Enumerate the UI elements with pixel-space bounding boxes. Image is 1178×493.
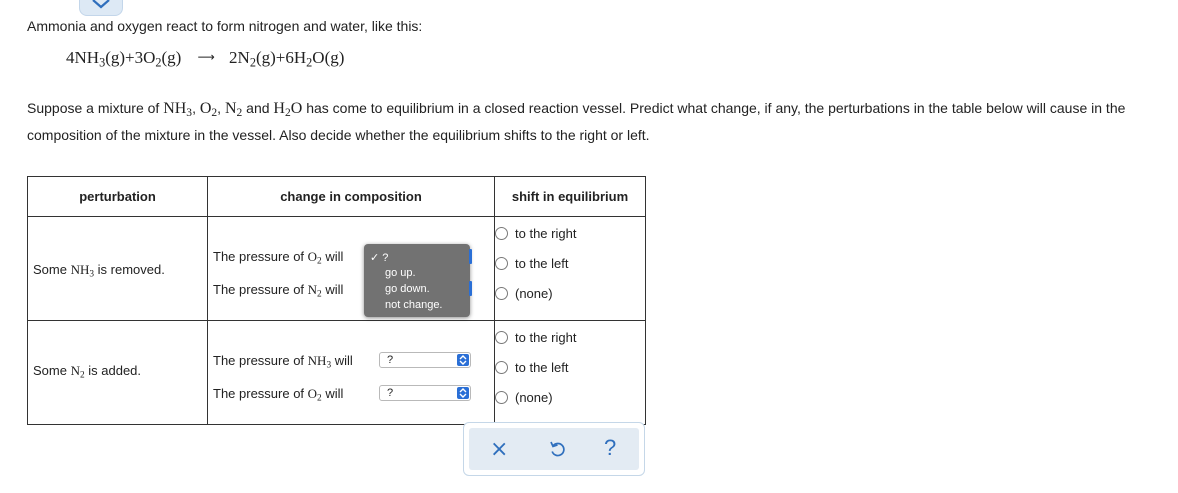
dropdown-option-selected[interactable]: ✓ ?	[370, 252, 389, 264]
pressure-dropdown-menu[interactable]	[364, 244, 470, 317]
toolbar-background	[469, 428, 639, 470]
collapse-chevron-button[interactable]	[79, 0, 123, 16]
table-row	[28, 217, 646, 321]
perturbation-label: Some $NH_3$ is removed.	[33, 262, 165, 280]
shift-cell	[495, 217, 646, 321]
change-label: The pressure of $O_2$ will	[213, 386, 344, 404]
header-shift-in-equilibrium: shift in equilibrium	[495, 177, 646, 217]
radio-none[interactable]: (none)	[525, 286, 553, 301]
header-perturbation: perturbation	[28, 177, 208, 217]
perturbation-table	[27, 176, 646, 425]
select-edge	[469, 281, 472, 296]
radio-to-the-left[interactable]: to the left	[525, 256, 568, 271]
reaction-equation: $4NH_3(g)+3O_2(g)$ ⟶ $2N_2(g)+6H_2O(g)$	[66, 48, 345, 70]
close-icon[interactable]: ×	[490, 437, 509, 462]
chevron-down-icon	[91, 0, 111, 9]
change-label: The pressure of $NH_3$ will	[213, 353, 353, 371]
select-edge	[469, 249, 472, 264]
shift-cell	[495, 321, 646, 425]
instructions-paragraph: Suppose a mixture of $NH_3$, $O_2$, $N_2$ and $H_2O$ has come to equilibrium in a closed reaction vessel. Predict what change, if any, the perturbations in the table below will cause in the composition of the mixture in the vessel. Also decide whether the equilibrium shifts to the right or left.	[27, 100, 1126, 143]
radio-circle-icon[interactable]	[495, 361, 508, 374]
dropdown-option-go-up[interactable]: go up.	[385, 267, 416, 279]
change-label: The pressure of $N_2$ will	[213, 282, 344, 300]
radio-circle-icon[interactable]	[495, 287, 508, 300]
change-label: The pressure of $O_2$ will	[213, 249, 344, 267]
checkmark-icon: ✓	[370, 252, 380, 264]
change-cell	[208, 321, 495, 425]
table-row	[28, 321, 646, 425]
select-arrows-icon	[457, 387, 469, 399]
intro-text: Ammonia and oxygen react to form nitrogen and water, like this:	[27, 18, 423, 34]
reaction-arrow-icon: ⟶	[197, 50, 215, 64]
radio-none[interactable]: (none)	[525, 390, 553, 405]
radio-to-the-left[interactable]: to the left	[525, 360, 568, 375]
radio-to-the-right[interactable]: to the right	[525, 226, 576, 241]
answer-toolbar	[463, 422, 645, 476]
radio-to-the-right[interactable]: to the right	[525, 330, 576, 345]
help-icon[interactable]: ?	[604, 435, 617, 460]
radio-circle-icon[interactable]	[495, 391, 508, 404]
dropdown-option-not-change[interactable]: not change.	[385, 299, 443, 311]
radio-circle-icon[interactable]	[495, 227, 508, 240]
pressure-select[interactable]: ?	[379, 352, 471, 368]
select-arrows-icon	[457, 354, 469, 366]
radio-circle-icon[interactable]	[495, 331, 508, 344]
undo-icon[interactable]	[549, 440, 565, 460]
perturbation-label: Some $N_2$ is added.	[33, 363, 142, 381]
perturbation-cell	[28, 321, 208, 425]
radio-circle-icon[interactable]	[495, 257, 508, 270]
pressure-select[interactable]: ?	[379, 385, 471, 401]
perturbation-cell	[28, 217, 208, 321]
header-change-in-composition: change in composition	[208, 177, 495, 217]
dropdown-option-go-down[interactable]: go down.	[385, 283, 430, 295]
